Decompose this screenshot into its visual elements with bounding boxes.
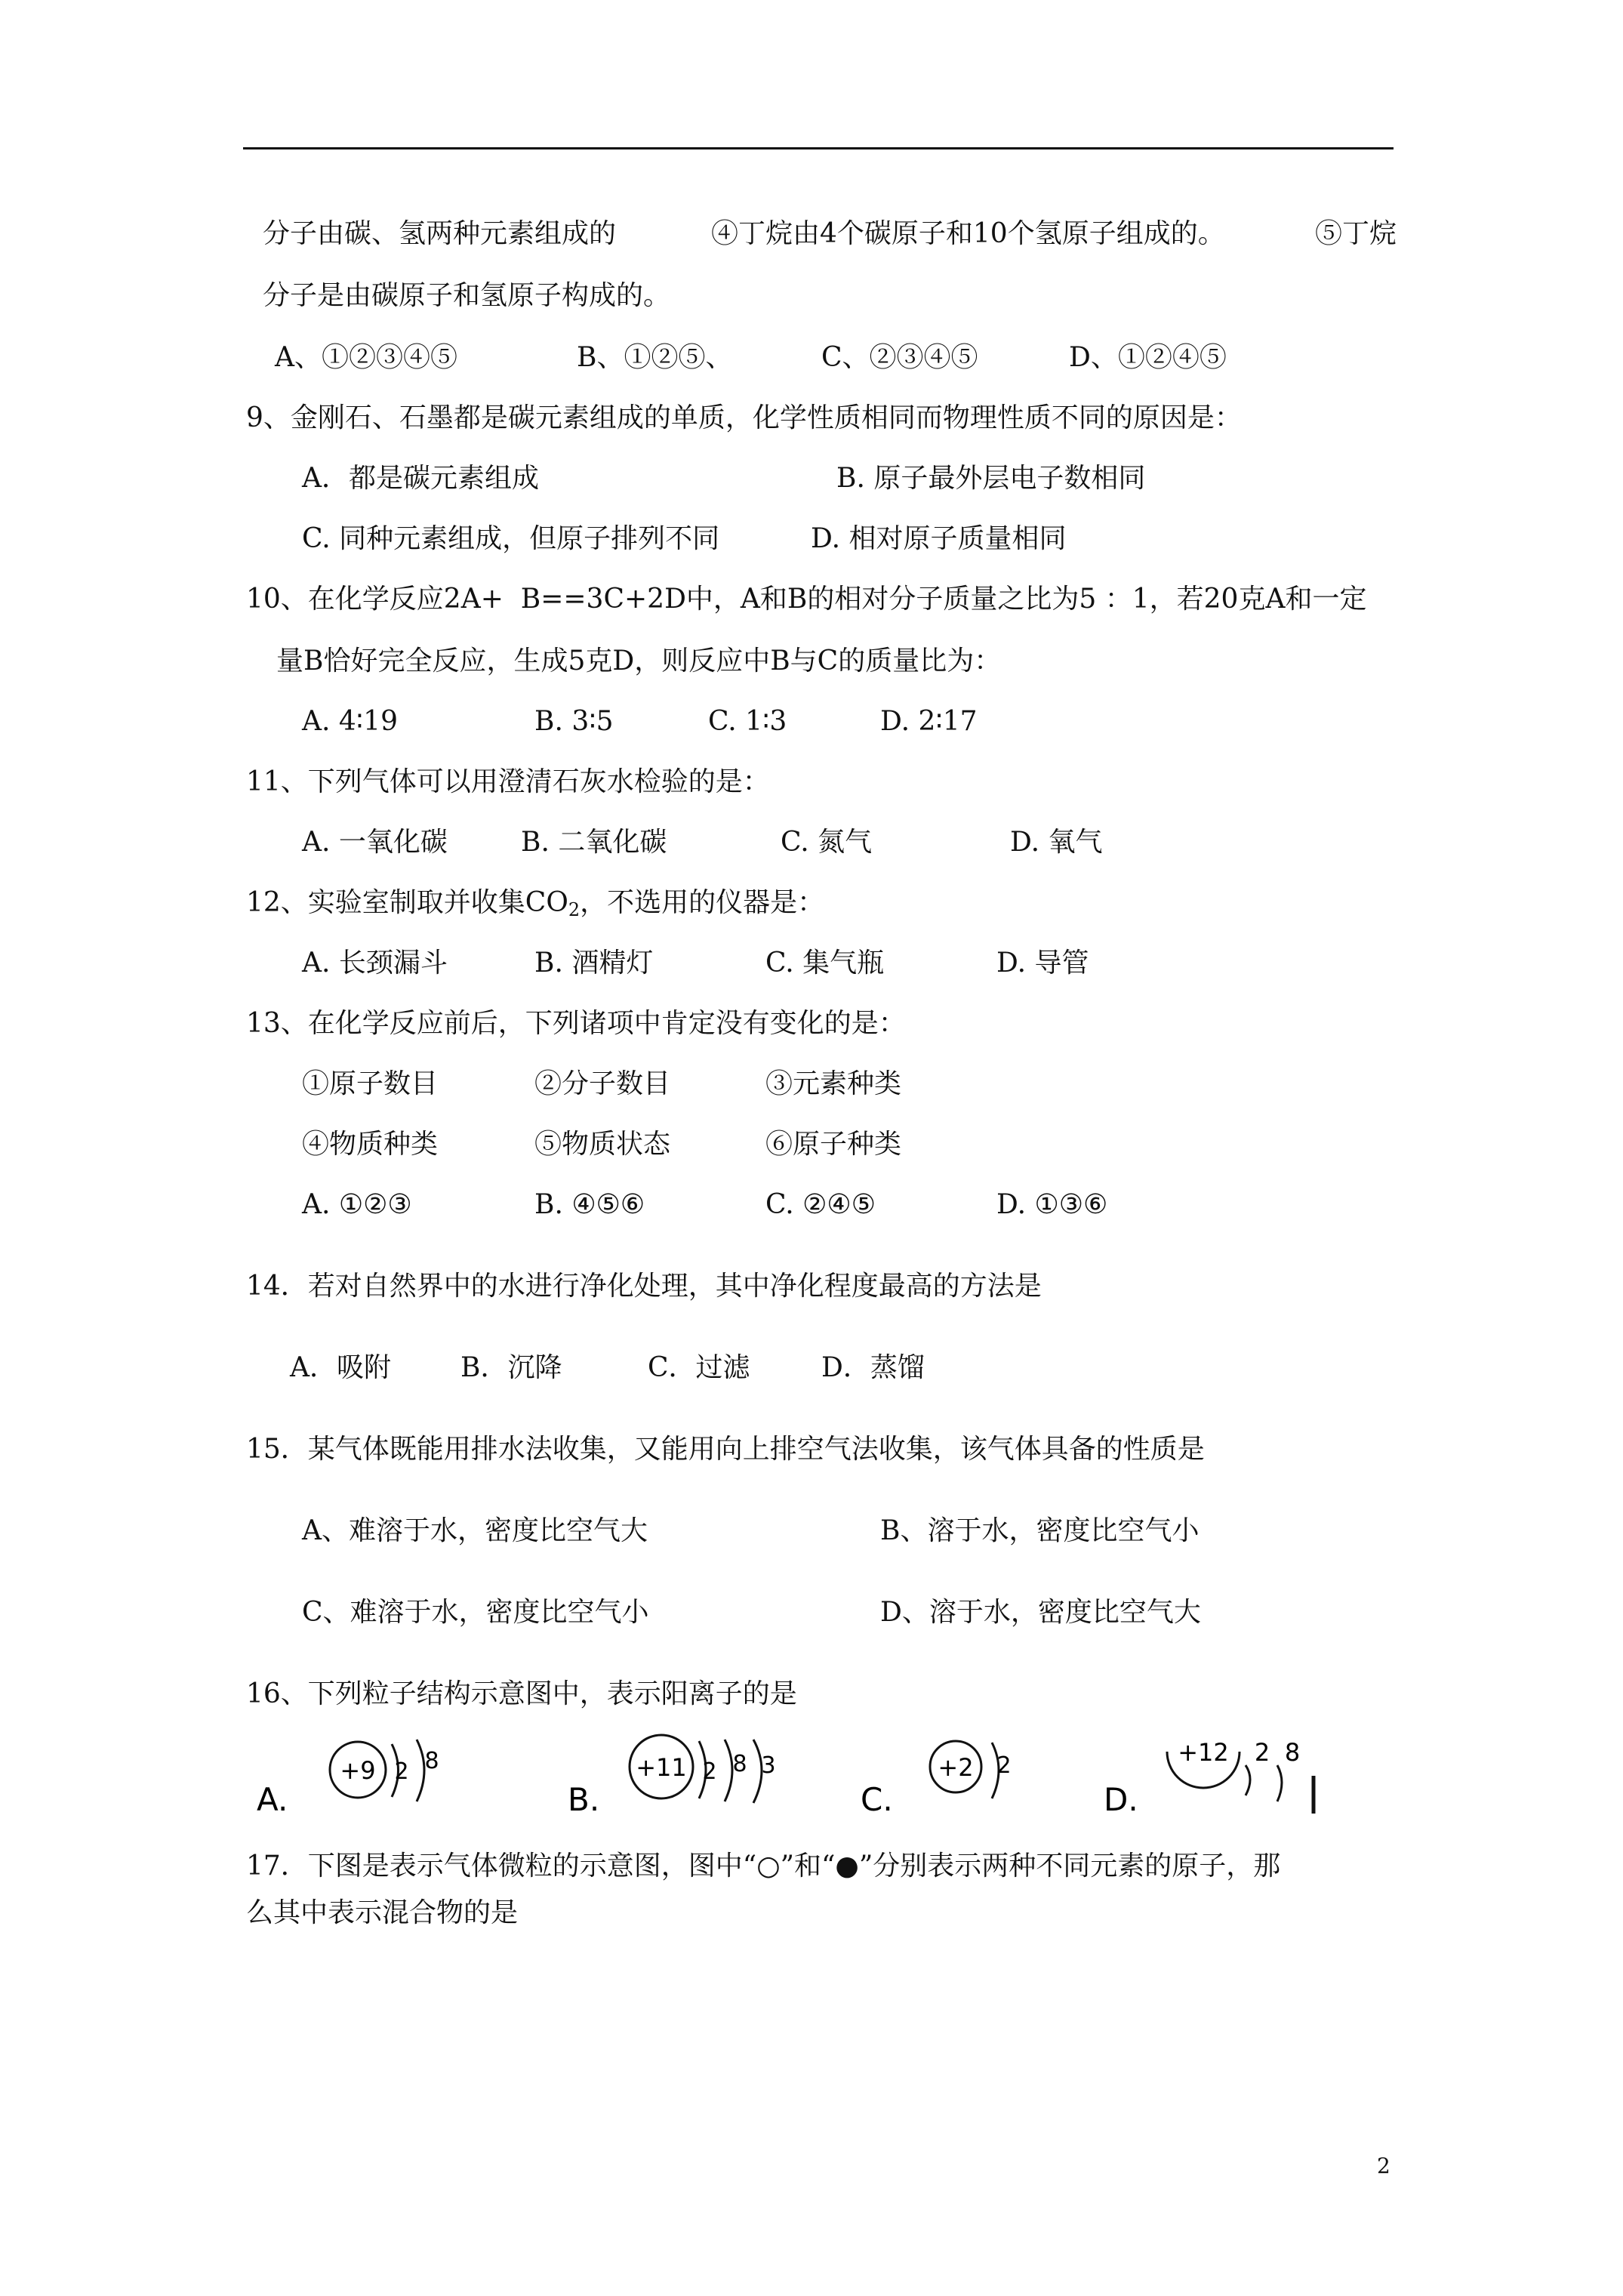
q12-option-a: A. 长颈漏斗 <box>302 948 448 978</box>
q8-option-b: B、①②⑤、 <box>577 342 733 373</box>
q15-option-d: D、溶于水，密度比空气大 <box>880 1597 1201 1628</box>
q9-stem: 9、金刚石、石墨都是碳元素组成的单质，化学性质相同而物理性质不同的原因是： <box>246 402 1242 433</box>
q10-option-c: C. 1∶3 <box>708 706 787 737</box>
q15-stem: 15．某气体既能用排水法收集，又能用向上排空气法收集，该气体具备的性质是 <box>246 1434 1205 1465</box>
q10-stem-1: 10、在化学反应2A+ B==3C+2D中，A和B的相对分子质量之比为5 ：1，若20克A和一定 <box>246 584 1367 615</box>
q13-item-3: ③元素种类 <box>765 1068 902 1099</box>
q17-stem-1: 17．下图是表示气体微粒的示意图，图中“○”和“●”分别表示两种不同元素的原子，那 <box>246 1851 1281 1881</box>
q14-option-c: C．过滤 <box>648 1352 750 1383</box>
q8-text-3: ⑤丁烷 <box>1315 218 1397 249</box>
diagram-b-shell-1: 2 <box>702 1758 717 1785</box>
q13-item-5: ⑤物质状态 <box>534 1129 671 1160</box>
q11-option-b: B. 二氧化碳 <box>521 827 667 858</box>
q13-item-2: ②分子数目 <box>534 1068 671 1099</box>
diagram-c-label: C. <box>861 1781 893 1817</box>
q12-subscript: 2 <box>568 899 581 920</box>
electron-shell-arc <box>725 1740 732 1801</box>
q9-option-c: C. 同种元素组成，但原子排列不同 <box>302 523 720 554</box>
diagram-a-label: A. <box>257 1781 288 1817</box>
diagram-a-shell-2: 8 <box>424 1748 439 1774</box>
diagram-d-shell-2: 8 <box>1284 1738 1301 1767</box>
q14-stem: 14．若对自然界中的水进行净化处理，其中净化程度最高的方法是 <box>246 1271 1042 1302</box>
q13-option-d: D. ①③⑥ <box>996 1189 1108 1220</box>
q8-option-d: D、①②④⑤ <box>1069 342 1227 373</box>
q13-item-6: ⑥原子种类 <box>765 1129 902 1160</box>
q12-option-b: B. 酒精灯 <box>534 948 654 978</box>
electron-shell-arc <box>1246 1765 1250 1795</box>
q13-option-b: B. ④⑤⑥ <box>534 1189 645 1220</box>
q15-option-b: B、溶于水，密度比空气小 <box>880 1515 1200 1546</box>
atom-diagram-d <box>1101 1729 1357 1823</box>
q17-stem-2: 么其中表示混合物的是 <box>246 1897 519 1928</box>
diagram-c-nucleus: +2 <box>938 1753 974 1782</box>
q12-stem: 12、实验室制取并收集$CO_2$，不选用的仪器是： <box>246 887 825 920</box>
q9-option-b: B. 原子最外层电子数相同 <box>836 463 1146 494</box>
q12-option-c: C. 集气瓶 <box>765 948 885 978</box>
q11-stem: 11、下列气体可以用澄清石灰水检验的是： <box>246 766 770 797</box>
q10-option-a: A. 4∶19 <box>302 706 398 737</box>
diagram-d-label: D. <box>1104 1781 1138 1817</box>
q13-stem: 13、在化学反应前后，下列诸项中肯定没有变化的是： <box>246 1008 906 1039</box>
atom-diagram-a <box>254 1734 480 1823</box>
q10-stem-2: 量B恰好完全反应，生成5克D，则反应中B与C的质量比为： <box>276 646 1002 676</box>
q8-text-1: 分子由碳、氢两种元素组成的 <box>263 218 617 249</box>
diagram-a-nucleus: +9 <box>340 1756 376 1785</box>
q9-option-a: A．都是碳元素组成 <box>302 463 539 494</box>
electron-shell-arc <box>417 1740 424 1801</box>
q11-option-a: A. 一氧化碳 <box>302 827 448 858</box>
q14-option-b: B．沉降 <box>460 1352 562 1383</box>
diagram-d-nucleus: +12 <box>1178 1738 1229 1767</box>
q11-option-c: C. 氮气 <box>781 827 873 858</box>
q14-option-d: D．蒸馏 <box>821 1352 925 1383</box>
q8-option-c: C、②③④⑤ <box>821 342 978 373</box>
page-number: 2 <box>1377 2153 1390 2178</box>
diagram-b-nucleus: +11 <box>636 1753 687 1782</box>
q8-option-a: A、①②③④⑤ <box>275 342 457 373</box>
diagram-b-label: B. <box>568 1781 600 1817</box>
q15-option-c: C、难溶于水，密度比空气小 <box>302 1597 649 1628</box>
q14-option-a: A．吸附 <box>290 1352 391 1383</box>
q13-item-1: ①原子数目 <box>302 1068 439 1099</box>
diagram-b-shell-2: 8 <box>732 1751 747 1777</box>
diagram-d-shell-1: 2 <box>1254 1738 1270 1767</box>
q16-stem: 16、下列粒子结构示意图中，表示阳离子的是 <box>246 1678 797 1709</box>
diagram-a-shell-1: 2 <box>394 1758 409 1785</box>
q13-option-a: A. ①②③ <box>302 1189 412 1220</box>
q9-option-d: D. 相对原子质量相同 <box>811 523 1067 554</box>
q10-option-d: D. 2∶17 <box>880 706 978 737</box>
q12-option-d: D. 导管 <box>996 948 1089 978</box>
header-rule <box>243 147 1394 149</box>
atom-diagram-c <box>858 1734 1054 1823</box>
q13-item-4: ④物质种类 <box>302 1129 439 1160</box>
electron-shell-arc <box>1277 1765 1282 1801</box>
q13-option-c: C. ②④⑤ <box>765 1189 876 1220</box>
q8-text-4: 分子是由碳原子和氢原子构成的。 <box>263 280 671 311</box>
q10-option-b: B. 3∶5 <box>534 706 614 737</box>
q8-text-2: ④丁烷由4个碳原子和10个氢原子组成的。 <box>711 218 1225 249</box>
q15-option-a: A、难溶于水，密度比空气大 <box>302 1515 648 1546</box>
atom-diagram-b <box>565 1734 821 1823</box>
diagram-b-shell-3: 3 <box>761 1752 776 1779</box>
diagram-c-shell-1: 2 <box>996 1752 1012 1779</box>
q11-option-d: D. 氧气 <box>1010 827 1103 858</box>
electron-shell-arc <box>753 1740 762 1803</box>
